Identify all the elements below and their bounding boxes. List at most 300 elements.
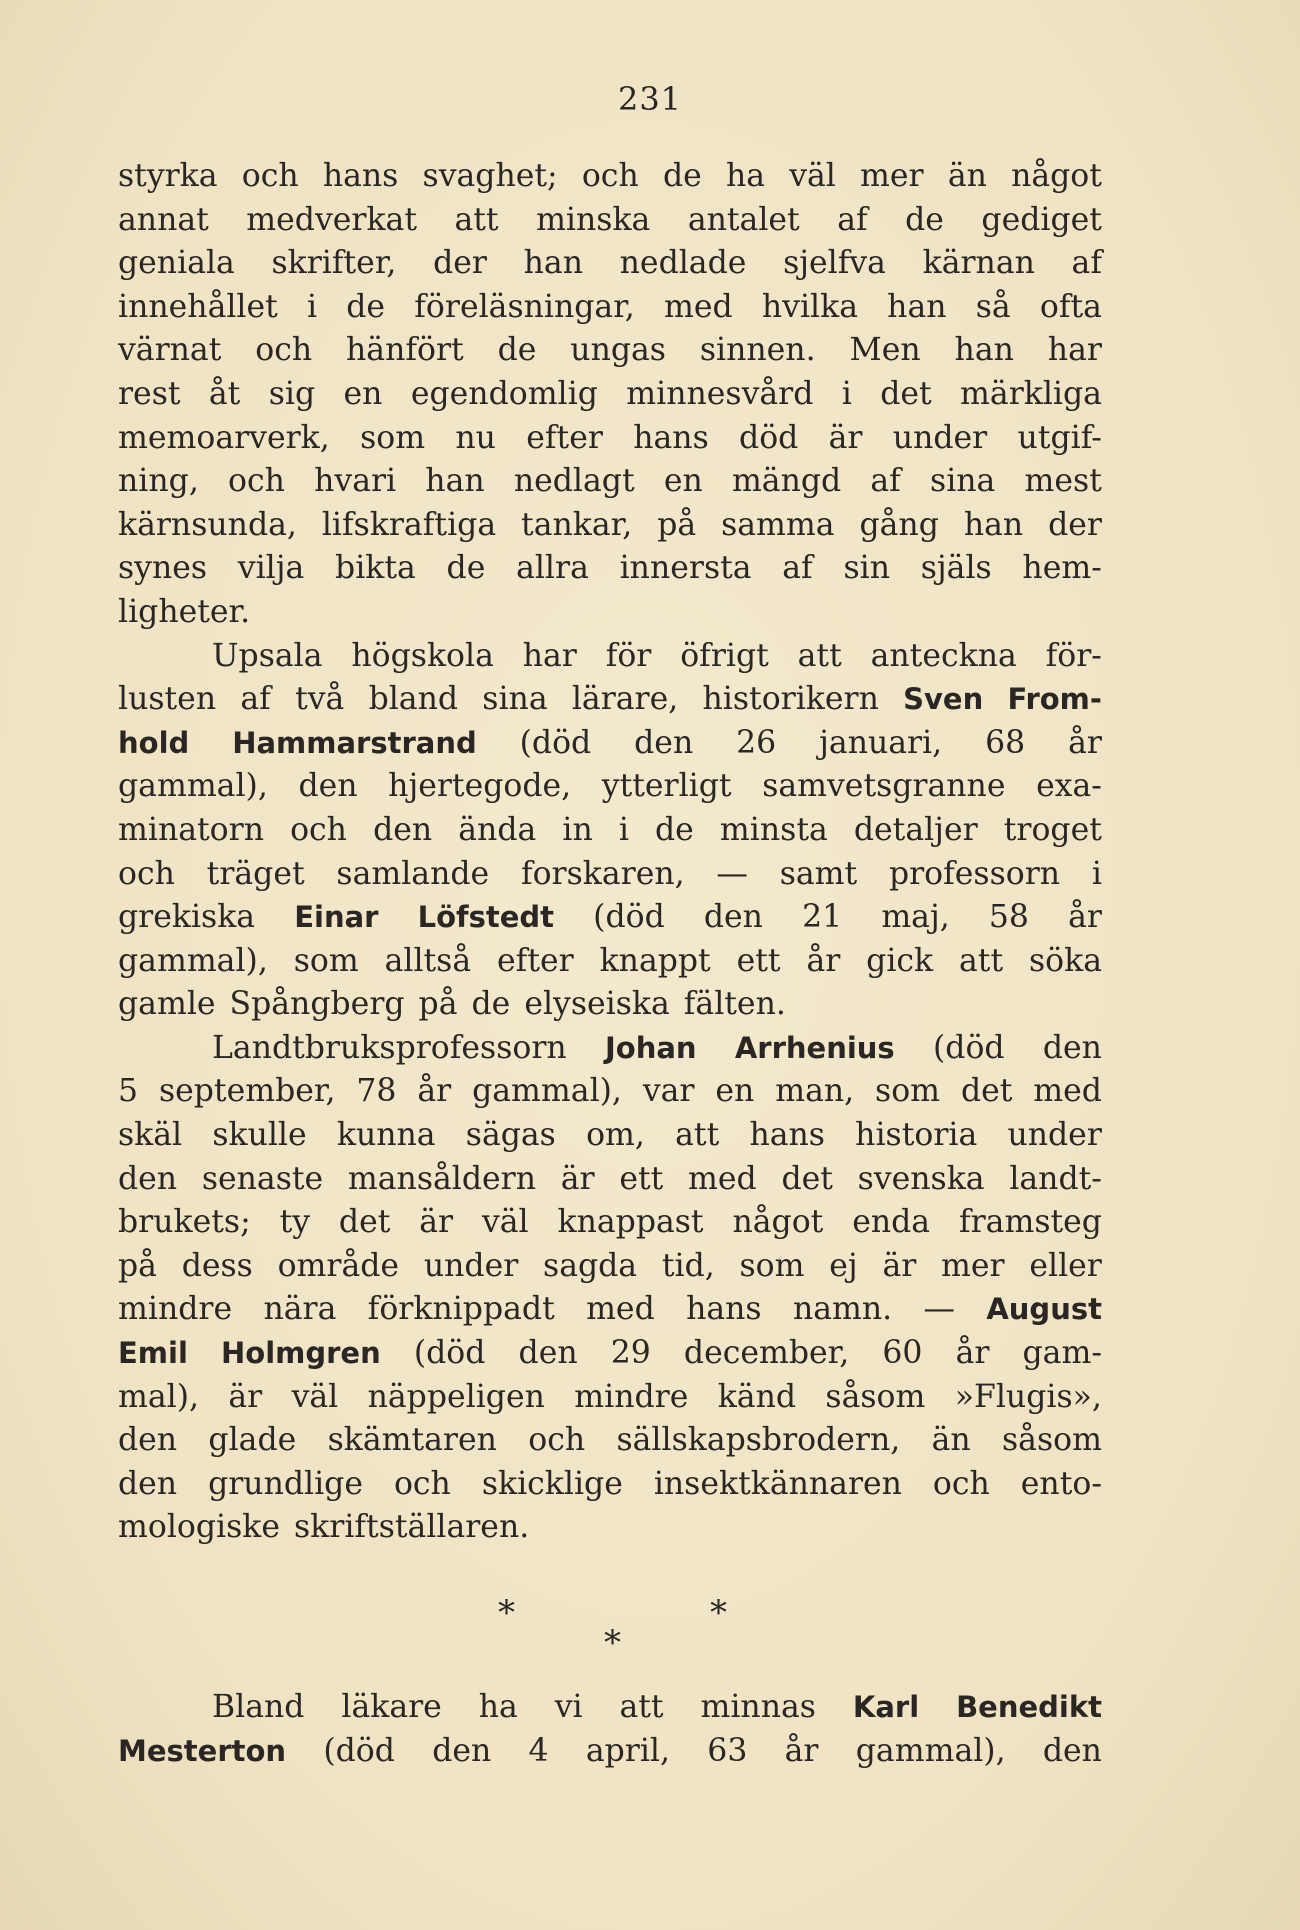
word: som — [739, 1247, 805, 1284]
word: att — [797, 637, 842, 674]
word: bland — [368, 681, 459, 718]
word: 63 — [707, 1732, 748, 1769]
word: det — [781, 1160, 833, 1197]
word: gammal), — [118, 768, 268, 805]
word: troget — [1003, 811, 1102, 848]
text-line — [118, 1070, 1102, 1114]
word: (död — [519, 724, 592, 761]
word: de — [471, 986, 511, 1023]
word: väl — [481, 1204, 529, 1241]
word: af — [240, 681, 271, 718]
word: är — [419, 1204, 454, 1241]
word: exa- — [1036, 768, 1102, 805]
word: de — [346, 288, 386, 325]
text-line — [118, 286, 1102, 330]
asterisk-mark: * — [604, 1623, 621, 1663]
word: sig — [268, 375, 316, 412]
word: ento- — [1020, 1465, 1102, 1502]
word: den — [298, 768, 358, 805]
word: gick — [866, 942, 934, 979]
text-line — [118, 1686, 1102, 1730]
word: Spångberg — [229, 986, 405, 1023]
word: något — [732, 1204, 824, 1241]
word: gång — [859, 506, 939, 543]
word: sin — [843, 550, 890, 587]
word: ning, — [118, 463, 199, 500]
word: april, — [585, 1732, 671, 1769]
word: år — [417, 1073, 452, 1110]
word: med — [688, 1160, 757, 1197]
word: ha — [478, 1689, 518, 1725]
word: väl — [291, 1378, 339, 1415]
word: enda — [852, 1204, 931, 1241]
word: ha — [725, 158, 766, 194]
word: med — [1033, 1073, 1102, 1110]
word: i — [841, 375, 852, 412]
word: han — [887, 288, 947, 325]
asterisk-mark: * — [710, 1593, 727, 1633]
word: namn. — [792, 1291, 893, 1328]
word: fälten. — [683, 986, 786, 1023]
word: känd — [717, 1378, 797, 1415]
word: styrka — [118, 158, 218, 194]
word: detaljer — [853, 811, 978, 848]
text-line — [118, 809, 1102, 853]
word: ligheter. — [118, 593, 251, 630]
word: af — [1071, 245, 1102, 282]
word: Holmgren — [221, 1336, 381, 1371]
word: han — [425, 463, 485, 500]
word: år — [1068, 724, 1102, 761]
word: 68 — [985, 724, 1026, 761]
word: de — [497, 332, 537, 369]
word: den — [118, 1160, 178, 1197]
word: den — [432, 1732, 492, 1769]
word: innehållet — [118, 288, 278, 325]
word: memoarverk, — [118, 419, 330, 456]
word: samvetsgranne — [762, 768, 1006, 805]
word: man, — [775, 1073, 855, 1110]
word: geniala — [118, 245, 235, 282]
word: samma — [721, 506, 835, 543]
word: vi — [554, 1689, 583, 1725]
word: mansåldern — [347, 1160, 537, 1197]
section-separator — [118, 1592, 1102, 1662]
word: den — [373, 811, 433, 848]
word: mest — [1024, 463, 1102, 500]
word: gam- — [1022, 1335, 1102, 1372]
word: 5 — [118, 1073, 139, 1110]
word: minska — [536, 201, 651, 238]
word: samt — [779, 855, 858, 892]
text-line — [118, 1376, 1102, 1420]
word: forskaren, — [520, 855, 685, 892]
text-line — [118, 765, 1102, 809]
word: lifskraftiga — [321, 506, 497, 543]
word: den — [118, 1422, 178, 1459]
word: Landtbruksprofessorn — [212, 1029, 567, 1066]
word: nedlade — [619, 245, 747, 282]
word: det — [960, 1073, 1013, 1110]
word: svenska — [857, 1160, 985, 1197]
word: märkliga — [960, 375, 1102, 412]
word: med — [664, 288, 733, 325]
word: ofta — [1039, 288, 1102, 325]
word: hem- — [1022, 550, 1102, 587]
word: lusten — [118, 681, 217, 718]
word: som — [875, 1073, 941, 1110]
word: och — [241, 158, 299, 194]
word: nära — [263, 1291, 337, 1328]
word: historikern — [702, 681, 879, 718]
word: högskola — [351, 637, 494, 674]
word: år — [806, 942, 841, 979]
word: öfrigt — [680, 637, 769, 674]
word: på — [118, 1247, 157, 1284]
word: sägas — [465, 1117, 556, 1154]
text-line — [118, 896, 1102, 940]
text-line — [118, 1201, 1102, 1245]
word: de — [905, 201, 944, 238]
word: hold — [118, 725, 190, 760]
page-number: 231 — [617, 80, 683, 118]
word: värnat — [118, 332, 222, 369]
word: 21 — [802, 899, 843, 936]
word: i — [618, 811, 629, 848]
word: i — [1091, 855, 1102, 892]
word: 29 — [610, 1335, 651, 1372]
word: knappt — [599, 942, 711, 979]
word: på — [657, 506, 697, 543]
word: — — [923, 1291, 956, 1328]
text-line — [118, 1027, 1102, 1071]
word: den — [634, 724, 694, 761]
word: nu — [455, 419, 496, 456]
word: efter — [497, 942, 574, 979]
word: Arrhenius — [734, 1030, 895, 1065]
word: efter — [526, 419, 603, 456]
word: (död — [413, 1335, 486, 1372]
word: än — [947, 158, 987, 194]
word: hans — [322, 158, 399, 194]
word: under — [423, 1247, 519, 1284]
text-line — [118, 1158, 1102, 1202]
word: Sven — [903, 682, 984, 717]
word: den — [1042, 1029, 1102, 1066]
word: det — [338, 1204, 391, 1241]
word: ytterligt — [601, 768, 732, 805]
text-line — [118, 1463, 1102, 1507]
word: själs — [920, 550, 992, 587]
word: ett — [619, 1160, 664, 1197]
word: gammal), — [855, 1732, 1006, 1769]
word: sällskapsbrodern, — [616, 1422, 901, 1459]
word: nedlagt — [513, 463, 635, 500]
word: elyseiska — [524, 986, 670, 1023]
word: (död — [593, 899, 665, 936]
text-line — [118, 329, 1102, 373]
word: knappast — [557, 1204, 704, 1241]
word: med — [586, 1291, 655, 1328]
text-line — [118, 983, 1102, 1027]
word: tid, — [661, 1247, 715, 1284]
word: Karl — [852, 1690, 920, 1724]
text-line — [118, 1730, 1102, 1774]
word: minnas — [700, 1689, 816, 1725]
word: af — [837, 201, 868, 238]
word: af — [870, 463, 901, 500]
word: har — [522, 637, 577, 674]
word: (död — [323, 1732, 395, 1769]
word: historia — [855, 1117, 978, 1154]
word: gammal), — [118, 942, 268, 979]
word: sina — [482, 681, 548, 718]
text-line — [118, 940, 1102, 984]
word: — — [716, 855, 748, 892]
text-line — [118, 853, 1102, 897]
word: vilja — [237, 550, 305, 587]
word: kärnan — [922, 245, 1035, 282]
word: skriftställaren. — [294, 1509, 530, 1546]
word: än — [931, 1422, 971, 1459]
word: in — [562, 811, 593, 848]
word: läkare — [341, 1689, 442, 1725]
word: att — [619, 1689, 664, 1725]
word: gammal), — [472, 1073, 622, 1110]
text-line — [118, 678, 1102, 722]
word: att — [454, 201, 499, 238]
word: mologiske — [118, 1509, 281, 1546]
word: der — [433, 245, 487, 282]
word: och — [393, 1465, 451, 1502]
word: Hammarstrand — [232, 725, 477, 760]
word: år — [784, 1732, 819, 1769]
word: anteckna — [870, 637, 1017, 674]
word: för- — [1045, 637, 1102, 674]
word: mindre — [574, 1378, 689, 1415]
text-line — [118, 1419, 1102, 1463]
word: i — [307, 288, 318, 325]
text-line — [118, 635, 1102, 679]
word: ungas — [570, 332, 666, 369]
word: landt- — [1009, 1160, 1102, 1197]
word: den — [518, 1335, 578, 1372]
word: 60 — [882, 1335, 923, 1372]
text-line — [118, 242, 1102, 286]
word: minatorn — [118, 811, 264, 848]
word: Benedikt — [956, 1690, 1102, 1724]
word: de — [446, 550, 486, 587]
word: han — [523, 245, 583, 282]
word: är — [828, 419, 863, 456]
word: ej — [829, 1247, 858, 1284]
word: är — [560, 1160, 595, 1197]
text-line — [118, 591, 1102, 635]
word: såsom — [1002, 1422, 1102, 1459]
word: August — [986, 1292, 1102, 1327]
word: gediget — [981, 201, 1102, 238]
word: som — [360, 419, 426, 456]
word: ända — [458, 811, 537, 848]
word: och — [932, 1465, 990, 1502]
word: Emil — [118, 1336, 188, 1371]
word: skämtaren — [327, 1422, 497, 1459]
text-line — [118, 460, 1102, 504]
word: sagda — [543, 1247, 638, 1284]
word: han — [954, 332, 1014, 369]
word: december, — [683, 1335, 850, 1372]
word: år — [1068, 899, 1102, 936]
word: hvari — [314, 463, 397, 500]
word: kunna — [336, 1117, 436, 1154]
word: gamle — [118, 986, 216, 1023]
word: brukets; — [118, 1204, 251, 1241]
word: och — [581, 158, 639, 194]
asterisk-mark: * — [498, 1593, 515, 1633]
word: näppeligen — [367, 1378, 545, 1415]
word: 58 — [988, 899, 1029, 936]
word: två — [295, 681, 345, 718]
word: september, — [158, 1073, 336, 1110]
word: Bland — [212, 1689, 305, 1725]
word: död — [739, 419, 799, 456]
word: minsta — [719, 811, 828, 848]
word: lärare, — [571, 681, 679, 718]
word: hänfört — [346, 332, 464, 369]
word: From- — [1007, 682, 1102, 717]
word: såsom — [825, 1378, 926, 1415]
word: (död — [932, 1029, 1005, 1066]
word: något — [1011, 158, 1102, 194]
word: Upsala — [212, 637, 323, 674]
word: mer — [860, 158, 924, 194]
word: de — [662, 158, 702, 194]
word: och — [290, 811, 347, 848]
word: de — [655, 811, 694, 848]
word: träget — [206, 855, 305, 892]
word: kärnsunda, — [118, 506, 297, 543]
word: 78 — [356, 1073, 397, 1110]
word: dess — [181, 1247, 253, 1284]
word: och — [228, 463, 285, 500]
word: sjelfva — [783, 245, 886, 282]
word: har — [1047, 332, 1102, 369]
word: »Flugis», — [954, 1378, 1102, 1415]
word: januari, — [819, 724, 943, 761]
word: för — [605, 637, 652, 674]
word: hjertegode, — [388, 768, 572, 805]
word: den — [703, 899, 763, 936]
word: hans — [749, 1117, 825, 1154]
body-text — [118, 155, 1102, 1773]
word: skicklige — [481, 1465, 623, 1502]
word: en — [343, 375, 383, 412]
word: synes — [118, 550, 208, 587]
word: sinnen. — [699, 332, 816, 369]
word: ett — [736, 942, 781, 979]
word: senaste — [201, 1160, 324, 1197]
word: område — [277, 1247, 400, 1284]
word: bikta — [335, 550, 416, 587]
text-line — [118, 1114, 1102, 1158]
word: samlande — [336, 855, 490, 892]
word: hans — [686, 1291, 762, 1328]
text-line — [118, 1288, 1102, 1332]
word: skulle — [212, 1117, 307, 1154]
word: svaghet; — [422, 158, 558, 194]
text-line — [118, 722, 1102, 766]
word: af — [782, 550, 813, 587]
word: om, — [586, 1117, 645, 1154]
word: alltså — [384, 942, 472, 979]
word: 4 — [528, 1732, 549, 1769]
word: en — [663, 463, 703, 500]
text-line — [118, 504, 1102, 548]
word: Mesterton — [118, 1733, 287, 1768]
word: antalet — [687, 201, 800, 238]
word: mer — [941, 1247, 1005, 1284]
word: så — [975, 288, 1011, 325]
word: grundlige — [208, 1465, 363, 1502]
word: sina — [930, 463, 996, 500]
text-line — [118, 155, 1102, 199]
word: medverkat — [246, 201, 417, 238]
word: maj, — [881, 899, 950, 936]
word: allra — [516, 550, 589, 587]
word: och — [118, 855, 175, 892]
word: att — [675, 1117, 720, 1154]
word: framsteg — [958, 1204, 1102, 1241]
text-line — [118, 1245, 1102, 1289]
word: mal), — [118, 1378, 200, 1415]
word: den — [118, 1465, 178, 1502]
word: mindre — [118, 1291, 233, 1328]
word: under — [892, 419, 988, 456]
word: hans — [633, 419, 709, 456]
word: det — [880, 375, 932, 412]
word: tankar, — [521, 506, 633, 543]
word: annat — [118, 201, 209, 238]
word: skrifter, — [271, 245, 397, 282]
word: åt — [208, 375, 241, 412]
word: Einar — [294, 900, 379, 935]
word: egendomlig — [410, 375, 598, 412]
text-line — [118, 1506, 1102, 1550]
word: mängd — [731, 463, 842, 500]
word: att — [959, 942, 1004, 979]
word: grekiska — [118, 899, 256, 936]
text-line — [118, 199, 1102, 243]
word: eller — [1029, 1247, 1102, 1284]
word: minnesvård — [626, 375, 814, 412]
word: insektkännaren — [653, 1465, 902, 1502]
word: der — [1048, 506, 1102, 543]
word: år — [955, 1335, 990, 1372]
word: är — [882, 1247, 917, 1284]
word: under — [1007, 1117, 1102, 1154]
word: 26 — [736, 724, 777, 761]
word: den — [1042, 1732, 1102, 1769]
word: och — [528, 1422, 586, 1459]
word: och — [255, 332, 313, 369]
text-line — [118, 547, 1102, 591]
word: glade — [208, 1422, 297, 1459]
word: Johan — [604, 1030, 697, 1065]
word: är — [228, 1378, 263, 1415]
word: Löfstedt — [417, 900, 555, 935]
word: skäl — [118, 1117, 183, 1154]
word: hvilka — [761, 288, 858, 325]
